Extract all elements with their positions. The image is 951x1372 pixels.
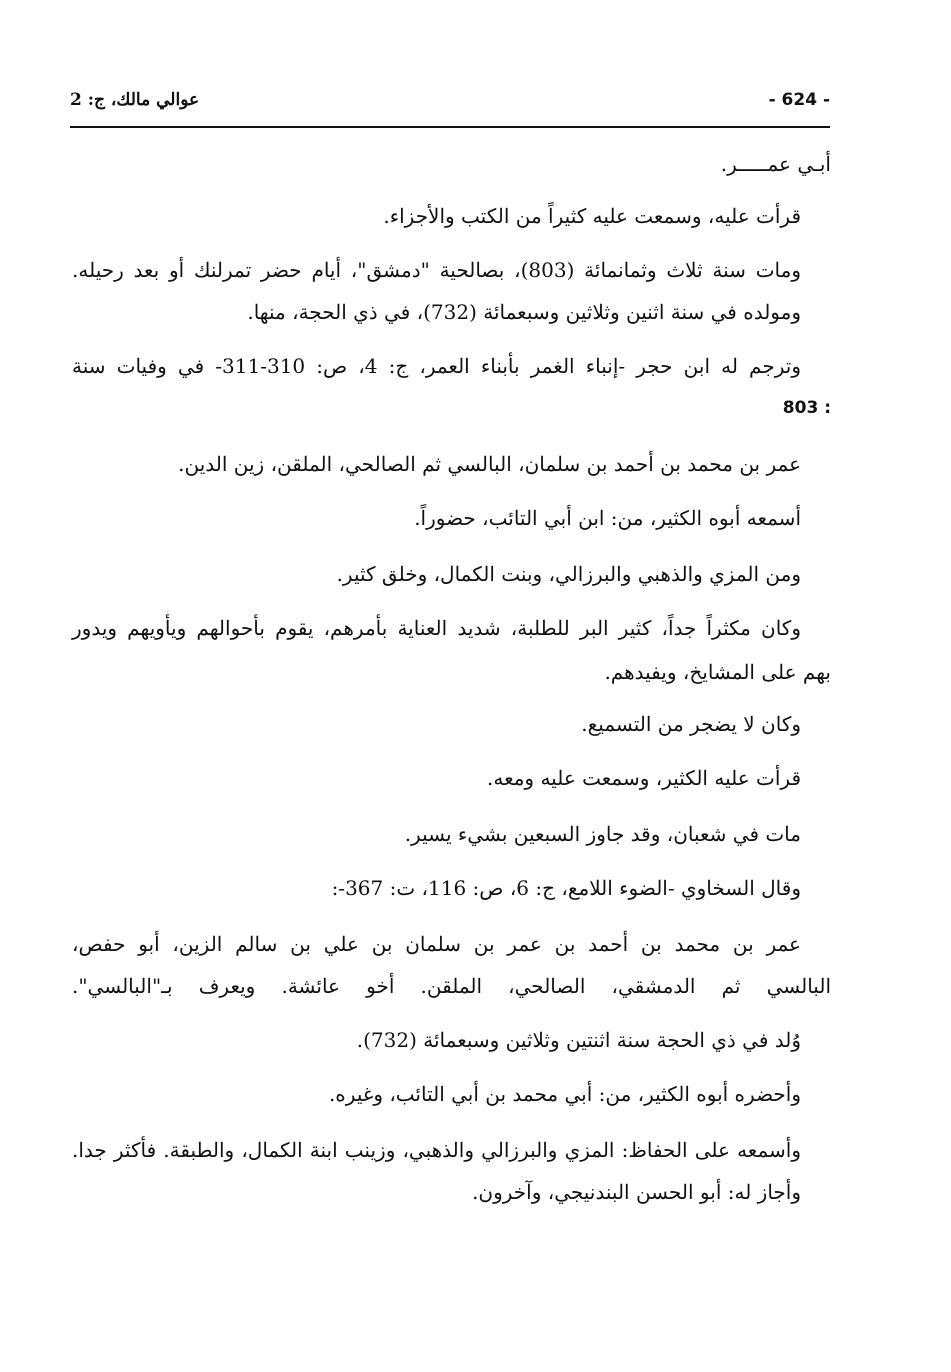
text-line: ومن المزي والذهبي والبرزالي، وبنت الكمال، وخلق كثير. (336, 562, 801, 586)
text-line: ومولده في سنة اثنين وثلاثين وسبعمائة (732)، في ذي الحجة، منها. (247, 300, 801, 324)
text-line: وترجم له ابن حجر -إنباء الغمر بأبناء العمر، ج: 4، ص: 310-311- في وفيات سنة (72, 354, 801, 378)
text-line: وكان مكثراً جداً، كثير البر للطلبة، شديد العناية بأمرهم، يقوم بأحوالهم ويأويهم ويدور (72, 616, 801, 640)
text-line: وقال السخاوي -الضوء اللامع، ج: 6، ص: 116، ت: 367-: (331, 876, 801, 900)
page-header (70, 90, 830, 120)
text-line: وأحضره أبوه الكثير، من: أبي محمد بن أبي التائب، وغيره. (328, 1082, 801, 1106)
text-line: عمر بن محمد بن أحمد بن عمر بن سلمان بن علي بن سالم الزين، أبو حفص، (72, 932, 801, 956)
running-title: عوالي مالك، ج: 2 (70, 90, 200, 110)
page-number: - 624 - (768, 90, 830, 110)
text-line: أسمعه أبوه الكثير، من: ابن أبي التائب، حضوراً. (414, 506, 801, 530)
text-line: وأسمعه على الحفاظ: المزي والبرزالي والذهبي، وزينب ابنة الكمال، والطبقة. فأكثر جدا. (72, 1138, 801, 1162)
text-line: ومات سنة ثلاث وثمانمائة (803)، بصالحية "دمشق"، أيام حضر تمرلنك أو بعد رحيله. (72, 258, 802, 282)
text-line: بهم على المشايخ، ويفيدهم. (604, 660, 831, 684)
text-line: قرأت عليه، وسمعت عليه كثيراً من الكتب والأجزاء. (383, 204, 801, 228)
header-rule (70, 126, 830, 128)
text-line: وكان لا يضجر من التسميع. (581, 712, 801, 736)
text-line: البالسي ثم الدمشقي، الصالحي، الملقن. أخو عائشة. ويعرف بـ"البالسي". (72, 974, 831, 998)
text-line: أبـي عمـــــر. (720, 152, 831, 176)
text-line: 803 : (782, 398, 831, 418)
text-line: عمر بن محمد بن أحمد بن سلمان، البالسي ثم الصالحي، الملقن، زين الدين. (178, 452, 801, 476)
text-line: قرأت عليه الكثير، وسمعت عليه ومعه. (486, 766, 801, 790)
text-line: وُلد في ذي الحجة سنة اثنتين وثلاثين وسبعمائة (732). (356, 1028, 801, 1052)
text-line: مات في شعبان، وقد جاوز السبعين بشيء يسير. (404, 822, 801, 846)
text-line: وأجاز له: أبو الحسن البندنيجي، وآخرون. (472, 1180, 801, 1204)
